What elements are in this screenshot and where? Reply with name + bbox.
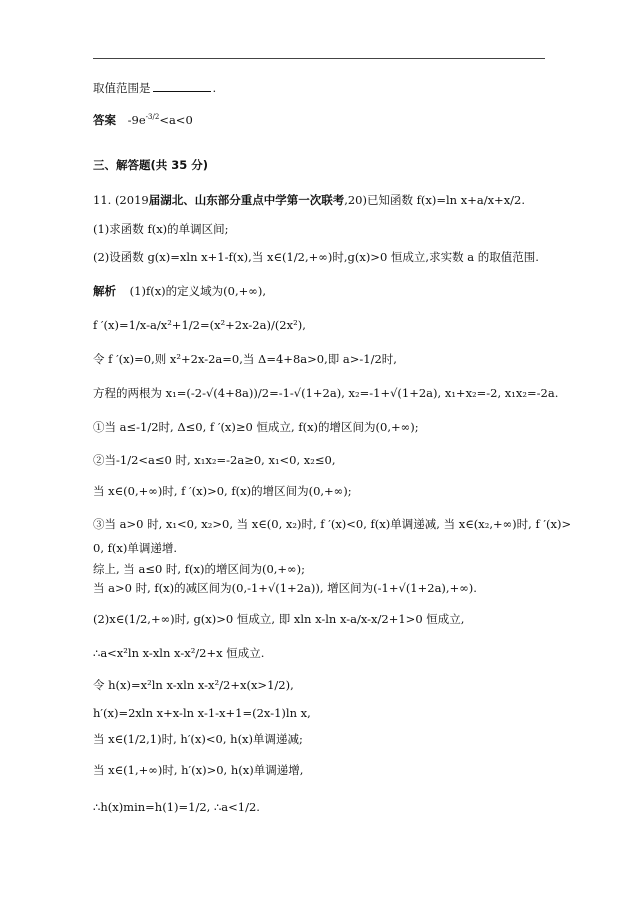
sol-line-18: ∴h(x)min=h(1)=1/2, ∴a<1/2.	[93, 800, 260, 814]
fill-blank-line: 取值范围是 .	[93, 81, 217, 95]
sol-line-7: 当 x∈(0,+∞)时, f ′(x)>0, f(x)的增区间为(0,+∞);	[93, 484, 352, 498]
sol-line-13: ∴a<x²ln x-xln x-x²/2+x 恒成立.	[93, 646, 265, 660]
sol-line-4: 方程的两根为 x₁=(-2-√(4+8a))/2=-1-√(1+2a), x₂=-1+√(1+2a), x₁+x₂=-2, x₁x₂=-2a.	[93, 386, 559, 400]
top-rule	[93, 58, 545, 59]
solution-start: 解析 (1)f(x)的定义域为(0,+∞),	[93, 284, 266, 298]
q11-part2: (2)设函数 g(x)=xln x+1-f(x),当 x∈(1/2,+∞)时,g(x)>0 恒成立,求实数 a 的取值范围.	[93, 250, 539, 264]
sol-line-10: 综上, 当 a≤0 时, f(x)的增区间为(0,+∞);	[93, 562, 305, 576]
sol-line-8: ③当 a>0 时, x₁<0, x₂>0, 当 x∈(0, x₂)时, f ′(x)<0, f(x)单调递减, 当 x∈(x₂,+∞)时, f ′(x)>	[93, 517, 572, 531]
q11-part1: (1)求函数 f(x)的单调区间;	[93, 222, 229, 236]
answer-blank	[153, 81, 211, 92]
answer-label: 答案	[93, 112, 116, 127]
sol-line-12: (2)x∈(1/2,+∞)时, g(x)>0 恒成立, 即 xln x-ln x-a/x-x/2+1>0 恒成立,	[93, 612, 465, 626]
sol-line-9: 0, f(x)单调递增.	[93, 541, 177, 555]
sol-line-3: 令 f ′(x)=0,则 x²+2x-2a=0,当 Δ=4+8a>0,即 a>-1/2时,	[93, 352, 397, 366]
section-title: 三、解答题(共 35 分)	[93, 158, 209, 172]
answer-value: -9e	[127, 112, 146, 127]
question-text: 取值范围是	[93, 81, 151, 95]
sol-line-17: 当 x∈(1,+∞)时, h′(x)>0, h(x)单调递增,	[93, 763, 304, 777]
sol-line-14: 令 h(x)=x²ln x-xln x-x²/2+x(x>1/2),	[93, 678, 294, 692]
answer-line: 答案 $-9e^{-3/2}<a<0$	[93, 112, 193, 127]
sol-line-11: 当 a>0 时, f(x)的减区间为(0,-1+√(1+2a)), 增区间为(-1+√(1+2a),+∞).	[93, 581, 477, 595]
sol-line-5: ①当 a≤-1/2时, Δ≤0, f ′(x)≥0 恒成立, f(x)的增区间为(0,+∞);	[93, 420, 419, 434]
q11-header: 11. (2019届湖北、山东部分重点中学第一次联考,20)已知函数 f(x)=ln x+a/x+x/2.	[93, 193, 526, 207]
solution-label: 解析	[93, 284, 116, 298]
sol-line-16: 当 x∈(1/2,1)时, h′(x)<0, h(x)单调递减;	[93, 732, 303, 746]
sol-line-6: ②当-1/2<a≤0 时, x₁x₂=-2a≥0, x₁<0, x₂≤0,	[93, 453, 336, 467]
q11-source: 届湖北、山东部分重点中学第一次联考	[148, 193, 345, 207]
sol-line-2: f ′(x)=1/x-a/x²+1/2=(x²+2x-2a)/(2x²),	[93, 318, 306, 332]
sol-line-15: h′(x)=2xln x+x-ln x-1-x+1=(2x-1)ln x,	[93, 706, 311, 720]
